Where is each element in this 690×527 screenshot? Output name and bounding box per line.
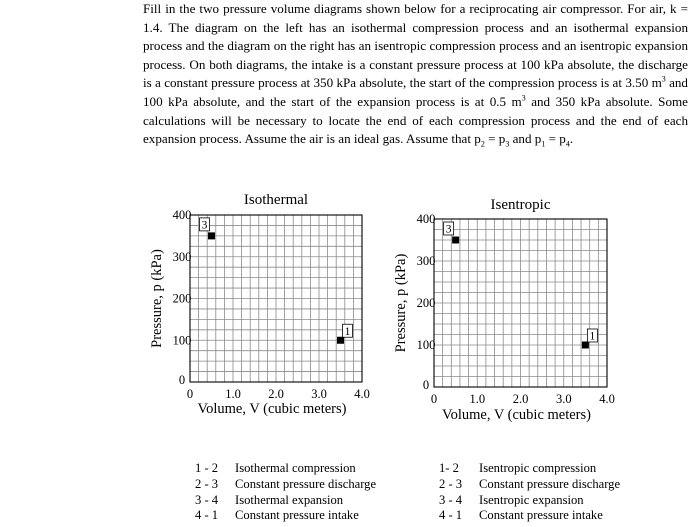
legend-step: 2 - 3	[439, 476, 463, 491]
legend-step: 2 - 3	[195, 476, 219, 491]
legend-isentropic	[439, 461, 620, 524]
point-3-label: 3	[445, 223, 452, 236]
problem-text-5: and p	[509, 131, 542, 147]
legend-step: 4 - 1	[439, 508, 463, 523]
legend-text: Isothermal compression	[235, 461, 356, 475]
point-1-label: 1	[344, 325, 351, 338]
legend-text: Isentropic expansion	[479, 492, 584, 507]
x-axis-label: Volume, V (cubic meters)	[441, 407, 592, 423]
legend-row	[195, 477, 376, 493]
y-tick-label: 200	[416, 296, 436, 310]
x-tick-label: 1.0	[225, 387, 241, 401]
legend-text: Constant pressure intake	[235, 508, 359, 523]
x-tick-label: 4.0	[599, 392, 615, 406]
x-tick-label: 3.0	[311, 387, 327, 401]
x-tick-label: 2.0	[512, 392, 529, 406]
point-1-marker	[337, 337, 344, 344]
legend-row	[195, 493, 376, 509]
legend-step: 1- 2	[439, 461, 459, 475]
y-tick-label: 300	[172, 249, 192, 264]
problem-text-7: .	[569, 131, 574, 147]
x-tick-label: 0	[430, 392, 438, 406]
legend-text: Constant pressure intake	[479, 508, 603, 523]
legend-text: Constant pressure discharge	[479, 476, 621, 491]
legend-step: 3 - 4	[195, 492, 219, 507]
y-tick-label: 0	[178, 373, 186, 387]
problem-text-4: = p	[484, 131, 506, 147]
y-tick-label: 100	[416, 338, 436, 352]
y-axis-label: Pressure, p (kPa)	[393, 253, 409, 353]
legend-text: Isentropic compression	[479, 461, 597, 475]
legend-row	[195, 461, 376, 477]
legend-text: Isothermal expansion	[235, 492, 344, 507]
x-tick-label: 0	[186, 387, 194, 401]
chart-title: Isothermal	[243, 192, 309, 208]
y-tick-label: 400	[172, 208, 192, 222]
legend-text: Constant pressure discharge	[235, 476, 377, 491]
legend-step: 3 - 4	[439, 492, 463, 507]
x-tick-label: 4.0	[354, 387, 370, 401]
legend-row	[195, 508, 376, 524]
legend-step: 4 - 1	[195, 508, 219, 523]
legend-step: 1 - 2	[195, 461, 219, 475]
y-tick-label: 0	[422, 378, 430, 392]
x-tick-label: 2.0	[268, 387, 284, 401]
legend-row	[439, 461, 620, 477]
y-tick-label: 200	[172, 291, 192, 306]
y-tick-label: 100	[172, 333, 192, 348]
problem-text-3: and 350 kPa absolute. Some calculations will be necessary to locate the end of each compression process and the end of each expansion process. Assume the air is an ideal gas. Assume that p	[143, 93, 688, 147]
chart-isentropic	[393, 197, 615, 423]
subscript-1: 1	[541, 139, 546, 149]
y-tick-label: 300	[416, 254, 436, 268]
x-axis-label: Volume, V (cubic meters)	[197, 401, 347, 417]
y-tick-label: 400	[416, 212, 436, 226]
superscript-m3-a: 3	[661, 75, 666, 85]
x-tick-label: 1.0	[469, 392, 486, 406]
chart-title: Isentropic	[490, 197, 551, 213]
legend-row	[439, 508, 620, 524]
superscript-m3-b: 3	[521, 93, 526, 103]
problem-text-1: Fill in the two pressure volume diagrams shown below for a reciprocating air compressor. For air, k = 1.4. The diagram on the left has an isothermal compression process and an isothermal expansion process and the diagram on the right has an isentropic compression process and an isentropic expansion process. On both diagrams, the intake is a constant pressure process at 100 kPa absolute, the discharge is a constant pressure process at 350 kPa absolute, the start of the compression process is at 3.50 m	[143, 1, 688, 91]
legend-isothermal	[195, 461, 376, 524]
subscript-4: 4	[565, 139, 570, 149]
chart-isothermal	[149, 192, 370, 417]
point-1-marker	[582, 342, 589, 349]
point-3-marker	[208, 232, 215, 239]
subscript-3: 3	[505, 139, 510, 149]
y-axis-label: Pressure, p (kPa)	[149, 249, 165, 348]
x-tick-label: 3.0	[555, 392, 572, 406]
subscript-2: 2	[480, 139, 485, 149]
point-3-marker	[452, 237, 459, 244]
legend-row	[439, 477, 620, 493]
problem-text-6: = p	[545, 131, 566, 147]
point-3-label: 3	[201, 219, 208, 232]
legend-row	[439, 493, 620, 509]
problem-text-2: and 100 kPa absolute, and the start of the expansion process is at 0.5 m	[143, 75, 688, 109]
point-1-label: 1	[589, 330, 596, 343]
